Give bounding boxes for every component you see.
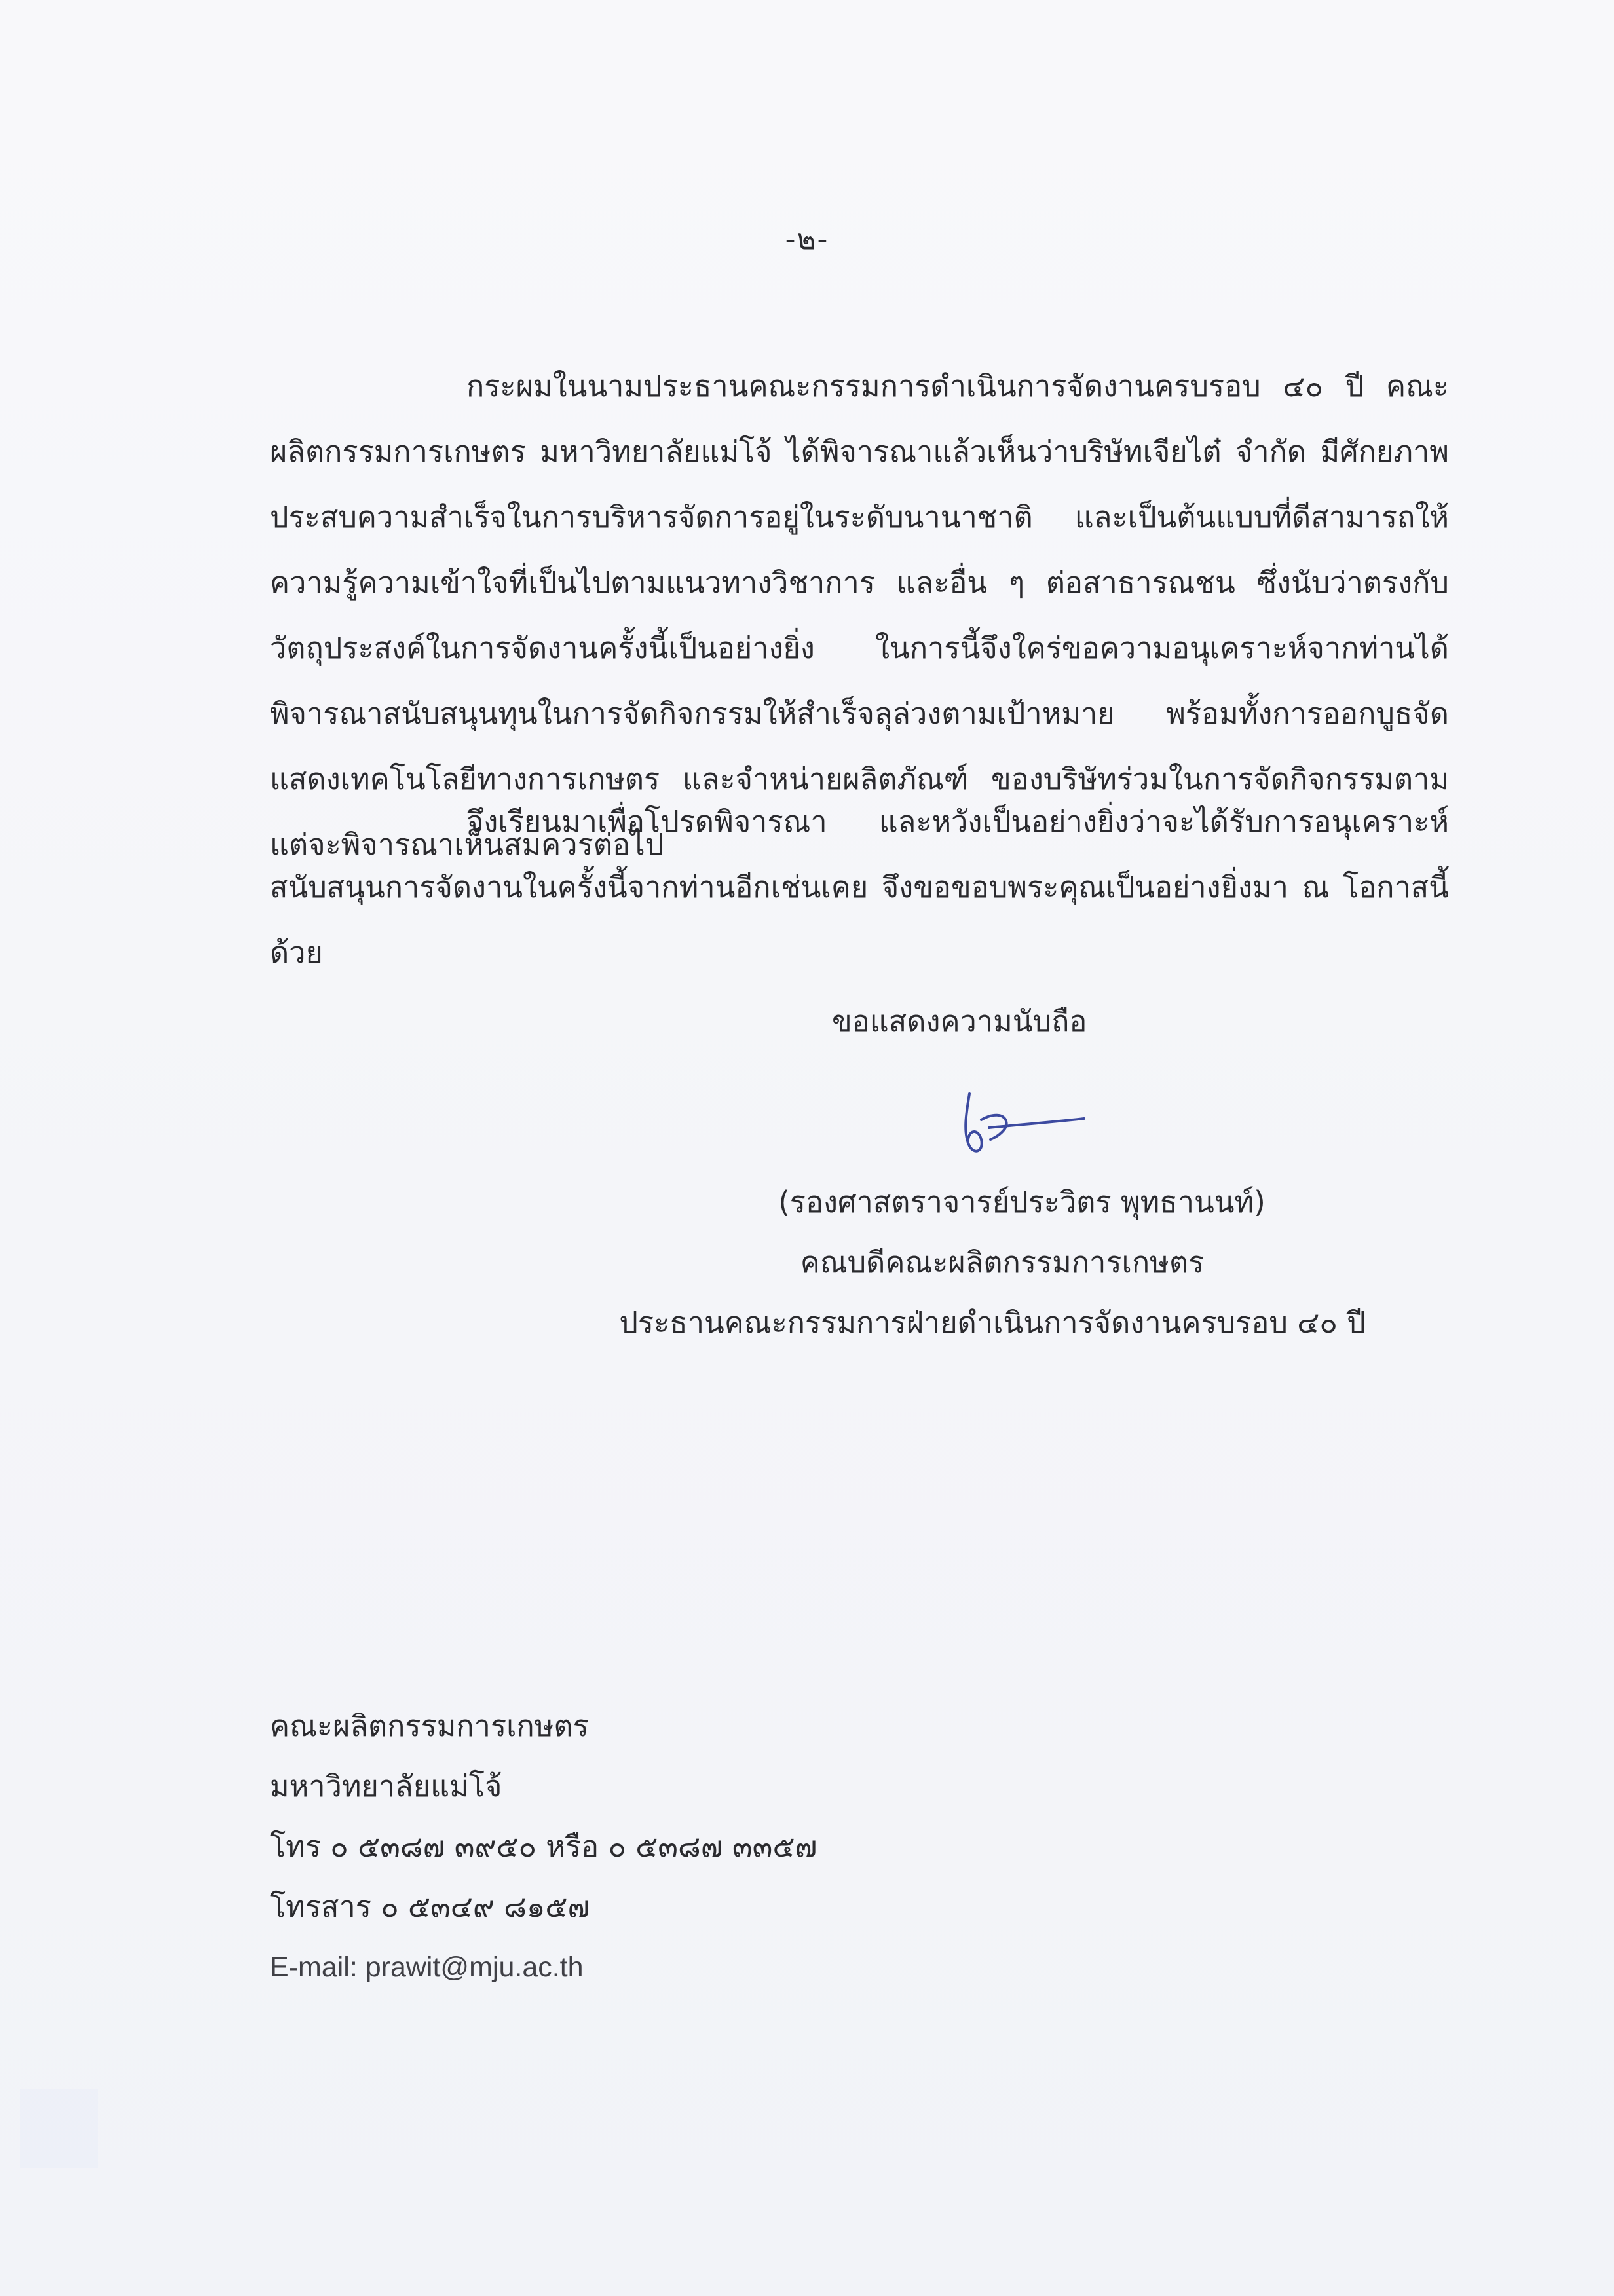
contact-department: คณะผลิตกรรมการเกษตร (270, 1709, 589, 1743)
signer-name: (รองศาสตราจารย์ประวิตร พุทธานนท์) (778, 1185, 1266, 1219)
paragraph-text: กระผมในนามประธานคณะกรรมการดำเนินการจัดงานครบรอบ ๔๐ ปี คณะผลิตกรรมการเกษตร มหาวิทยาลัยแม่โจ้ ได้พิจารณาแล้วเห็นว่าบริษัทเจียไต๋ จำกัด มีศักยภาพประสบความสำเร็จในการบริหารจัดการอยู่ในระดับนานาชาติ และเป็นต้นแบบที่ดีสามารถให้ความรู้ความเข้าใจที่เป็นไปตามแนวทางวิชาการ และอื่น ๆ ต่อสาธารณชน ซึ่งนับว่าตรงกับวัตถุประสงค์ในการจัดงานครั้งนี้เป็นอย่างยิ่ง ในการนี้จึงใคร่ขอความอนุเคราะห์จากท่านได้พิจารณาสนับสนุนทุนในการจัดกิจกรรมให้สำเร็จลุล่วงตามเป้าหมาย พร้อมทั้งการออกบูธจัดแสดงเทคโนโลยีทางการเกษตร และจำหน่ายผลิตภัณฑ์ ของบริษัทร่วมในการจัดกิจกรรมตามแต่จะพิจารณาเห็นสมควรต่อไป (270, 369, 1449, 862)
contact-block (270, 1696, 817, 1997)
contact-email: E-mail: prawit@mju.ac.th (270, 1952, 584, 1983)
closing-salutation: ขอแสดงความนับถือ (832, 1004, 1087, 1039)
paragraph-text: จึงเรียนมาเพื่อโปรดพิจารณา และหวังเป็นอย่างยิ่งว่าจะได้รับการอนุเคราะห์สนับสนุนการจัดงานในครั้งนี้จากท่านอีกเช่นเคย จึงขอขอบพระคุณเป็นอย่างยิ่งมา ณ โอกาสนี้ด้วย (270, 804, 1449, 970)
signer-position: คณบดีคณะผลิตกรรมการเกษตร (800, 1245, 1205, 1280)
page-number: -๒- (785, 223, 829, 256)
signer-block (537, 1172, 1448, 1353)
contact-phone: โทร ๐ ๕๓๘๗ ๓๙๕๐ หรือ ๐ ๕๓๘๗ ๓๓๕๗ (270, 1829, 817, 1864)
signer-role: ประธานคณะกรรมการฝ่ายดำเนินการจัดงานครบรอบ ๔๐ ปี (619, 1305, 1366, 1340)
body-paragraph-closing-request (270, 789, 1449, 986)
contact-fax: โทรสาร ๐ ๕๓๔๙ ๘๑๕๗ (270, 1889, 590, 1924)
handwritten-signature (943, 1074, 1094, 1172)
scan-artifact (20, 2089, 98, 2168)
contact-university: มหาวิทยาลัยแม่โจ้ (270, 1769, 502, 1804)
